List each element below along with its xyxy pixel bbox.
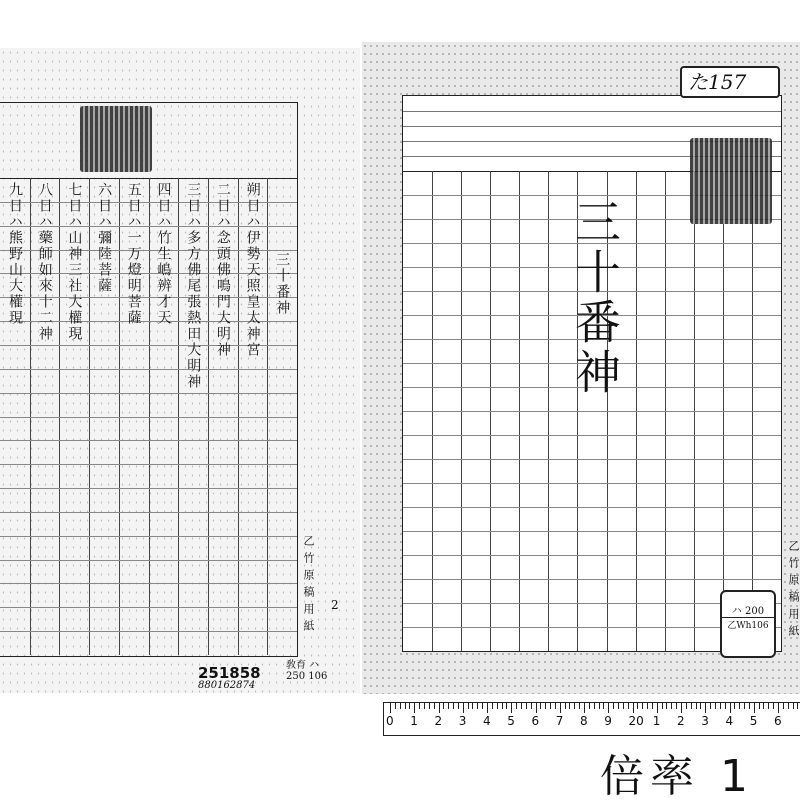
left-paper-label: 乙竹原稿用紙 bbox=[302, 535, 315, 637]
catalog-sub-number: 880162874 bbox=[198, 680, 256, 691]
catalog-tag: た157 bbox=[680, 66, 780, 98]
left-column-8: 八日ハ藥師如來十二神 bbox=[36, 182, 53, 342]
ruler-tick-label: 5 bbox=[749, 714, 758, 728]
ruler-tick-label: 6 bbox=[531, 714, 540, 728]
ruler-tick-label: 8 bbox=[580, 714, 588, 728]
ruler-tick-label: 5 bbox=[507, 714, 515, 728]
ruler-tick-label: 3 bbox=[458, 714, 467, 728]
left-column-2: 二日ハ念頭佛鳴門大明神 bbox=[214, 182, 231, 358]
ruler-tick-label: 0 bbox=[386, 714, 394, 728]
ruler-tick-label: 6 bbox=[774, 714, 782, 728]
right-paper-label: 乙竹原稿用紙 bbox=[787, 540, 800, 642]
right-title: 三十番神 bbox=[568, 198, 622, 398]
handwritten-note: 敎育 ハ250 106 bbox=[286, 660, 328, 682]
call-number-line-1: ハ 200 bbox=[722, 602, 774, 618]
ruler-tick-label: 20 bbox=[628, 714, 644, 728]
left-column-3: 三日ハ多方佛尾張熱田大明神 bbox=[185, 182, 202, 390]
ruler-tick-label: 4 bbox=[483, 714, 491, 728]
left-column-0: 三十番神 bbox=[274, 252, 291, 316]
ruler-tick-label: 9 bbox=[604, 714, 612, 728]
ruler-tick-label: 1 bbox=[652, 714, 661, 728]
call-number-box bbox=[720, 590, 776, 658]
left-column-5: 五日ハ一万燈明菩薩 bbox=[125, 182, 142, 326]
measurement-ruler bbox=[383, 702, 800, 736]
call-number-line-2: 乙Wh106 bbox=[727, 621, 769, 631]
ruler-tick-label: 2 bbox=[677, 714, 685, 728]
magnification-label: 倍率 1 bbox=[600, 751, 754, 802]
ruler-tick-label: 3 bbox=[701, 714, 709, 728]
left-column-1: 朔日ハ伊勢天照皇太神宮 bbox=[244, 182, 261, 358]
seal-stamp-left bbox=[80, 106, 152, 172]
left-column-4: 四日ハ竹生嶋辨才天 bbox=[155, 182, 172, 326]
catalog-number: 251858 bbox=[198, 664, 261, 682]
left-column-6: 六日ハ彌陸菩薩 bbox=[96, 182, 113, 294]
left-page-number: 2 bbox=[331, 598, 339, 612]
ruler-tick-label: 2 bbox=[434, 714, 443, 728]
ruler-tick-label: 1 bbox=[410, 714, 418, 728]
left-column-9: 九日ハ熊野山大權現 bbox=[7, 182, 23, 326]
ruler-tick-label: 4 bbox=[725, 714, 734, 728]
seal-stamp-right bbox=[690, 138, 772, 224]
ruler-tick-label: 7 bbox=[555, 714, 564, 728]
left-column-7: 七日ハ山神三社大權現 bbox=[66, 182, 83, 342]
